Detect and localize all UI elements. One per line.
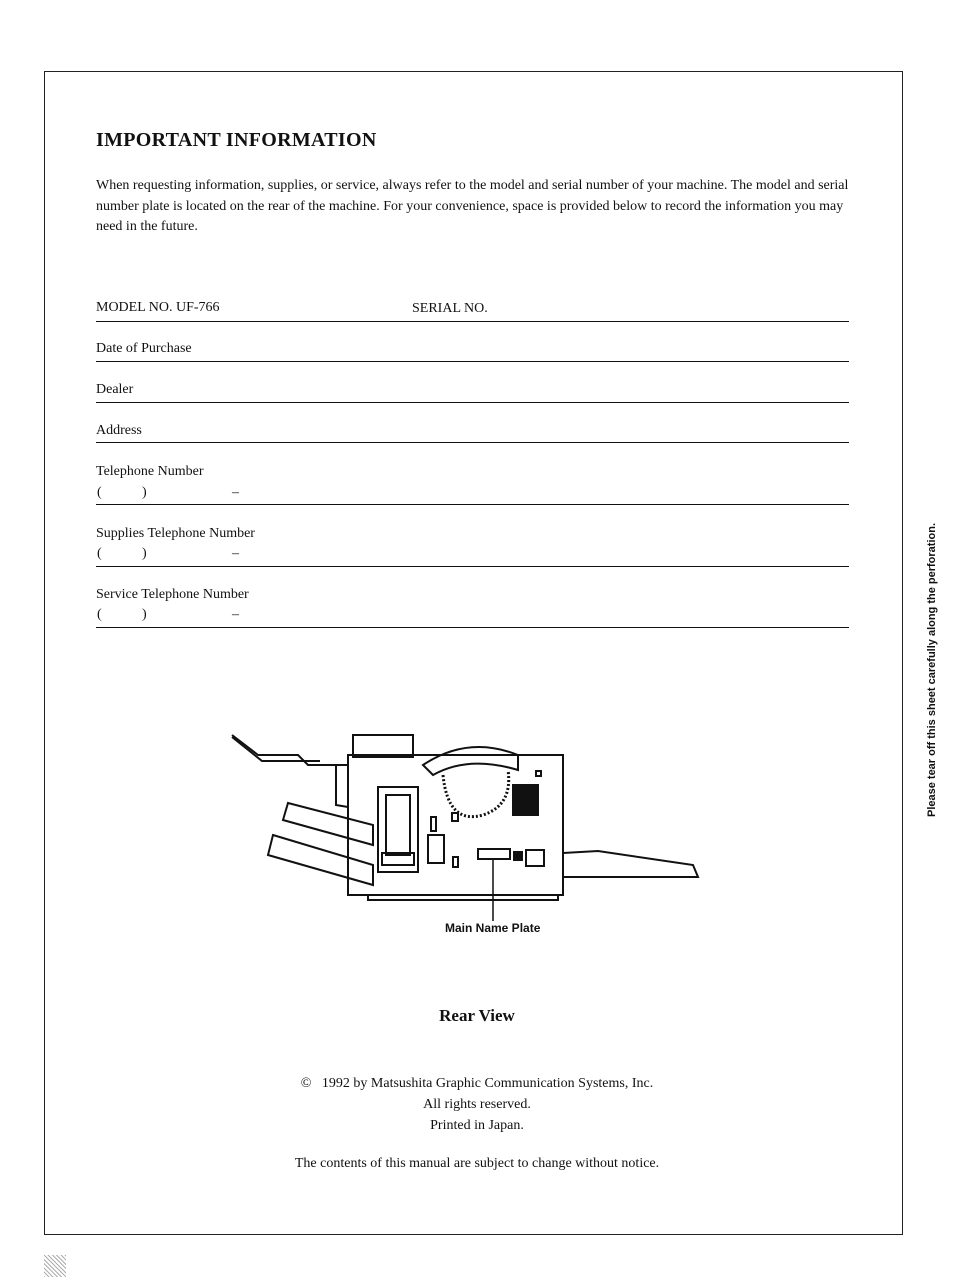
area-code-open: ( — [97, 607, 102, 622]
main-name-plate-label: Main Name Plate — [445, 921, 541, 935]
dealer-line — [96, 402, 849, 403]
speaker-grille — [513, 785, 538, 815]
area-code-open: ( — [97, 546, 102, 561]
area-code-close: ) — [142, 546, 147, 561]
address-label: Address — [96, 423, 142, 438]
change-notice: The contents of this manual are subject to change without notice. — [294, 1156, 660, 1171]
date-of-purchase-label: Date of Purchase — [96, 341, 192, 356]
supplies-telephone-label: Supplies Telephone Number — [96, 526, 255, 541]
right-tray — [563, 851, 698, 877]
page-title: IMPORTANT INFORMATION — [96, 129, 377, 151]
serial-number-label: SERIAL NO. — [412, 301, 488, 316]
address-line — [96, 442, 849, 443]
handset — [423, 747, 518, 775]
model-number-label: MODEL NO. UF-766 — [96, 300, 220, 315]
area-code-open: ( — [97, 485, 102, 500]
date-of-purchase-line — [96, 361, 849, 362]
intro-paragraph: When requesting information, supplies, or service, always refer to the model and serial number of your machine. The model and serial number plate is located on the rear of the machine. For your convenience, space is provided below to record the information you may need in the future. — [96, 178, 849, 234]
area-code-close: ) — [142, 485, 147, 500]
coiled-cord — [443, 770, 509, 817]
tear-off-instruction: Please tear off this sheet carefully along the perforation. — [926, 522, 938, 818]
number-dash: – — [232, 485, 239, 500]
dealer-label: Dealer — [96, 382, 134, 397]
rights-line: All rights reserved. — [423, 1097, 531, 1112]
service-telephone-label: Service Telephone Number — [96, 587, 249, 602]
page-border — [44, 71, 903, 1235]
telephone-line — [96, 504, 849, 505]
machine-rear-view-illustration — [228, 725, 708, 925]
copyright-line: © 1992 by Matsushita Graphic Communication Systems, Inc. — [300, 1076, 654, 1091]
paper-tray-lower — [268, 835, 373, 885]
telephone-label: Telephone Number — [96, 464, 204, 479]
scan-artifact — [44, 1255, 66, 1277]
main-name-plate — [478, 849, 510, 859]
paper-tray-upper — [283, 803, 373, 845]
printed-line: Printed in Japan. — [430, 1118, 524, 1133]
model-serial-line — [96, 321, 849, 322]
service-telephone-line — [96, 627, 849, 628]
supplies-telephone-line — [96, 566, 849, 567]
figure-caption: Rear View — [439, 1006, 515, 1025]
machine-body — [348, 755, 563, 895]
area-code-close: ) — [142, 607, 147, 622]
copyright-block — [0, 1073, 954, 1136]
control-panel — [378, 787, 418, 872]
number-dash: – — [232, 546, 239, 561]
number-dash: – — [232, 607, 239, 622]
